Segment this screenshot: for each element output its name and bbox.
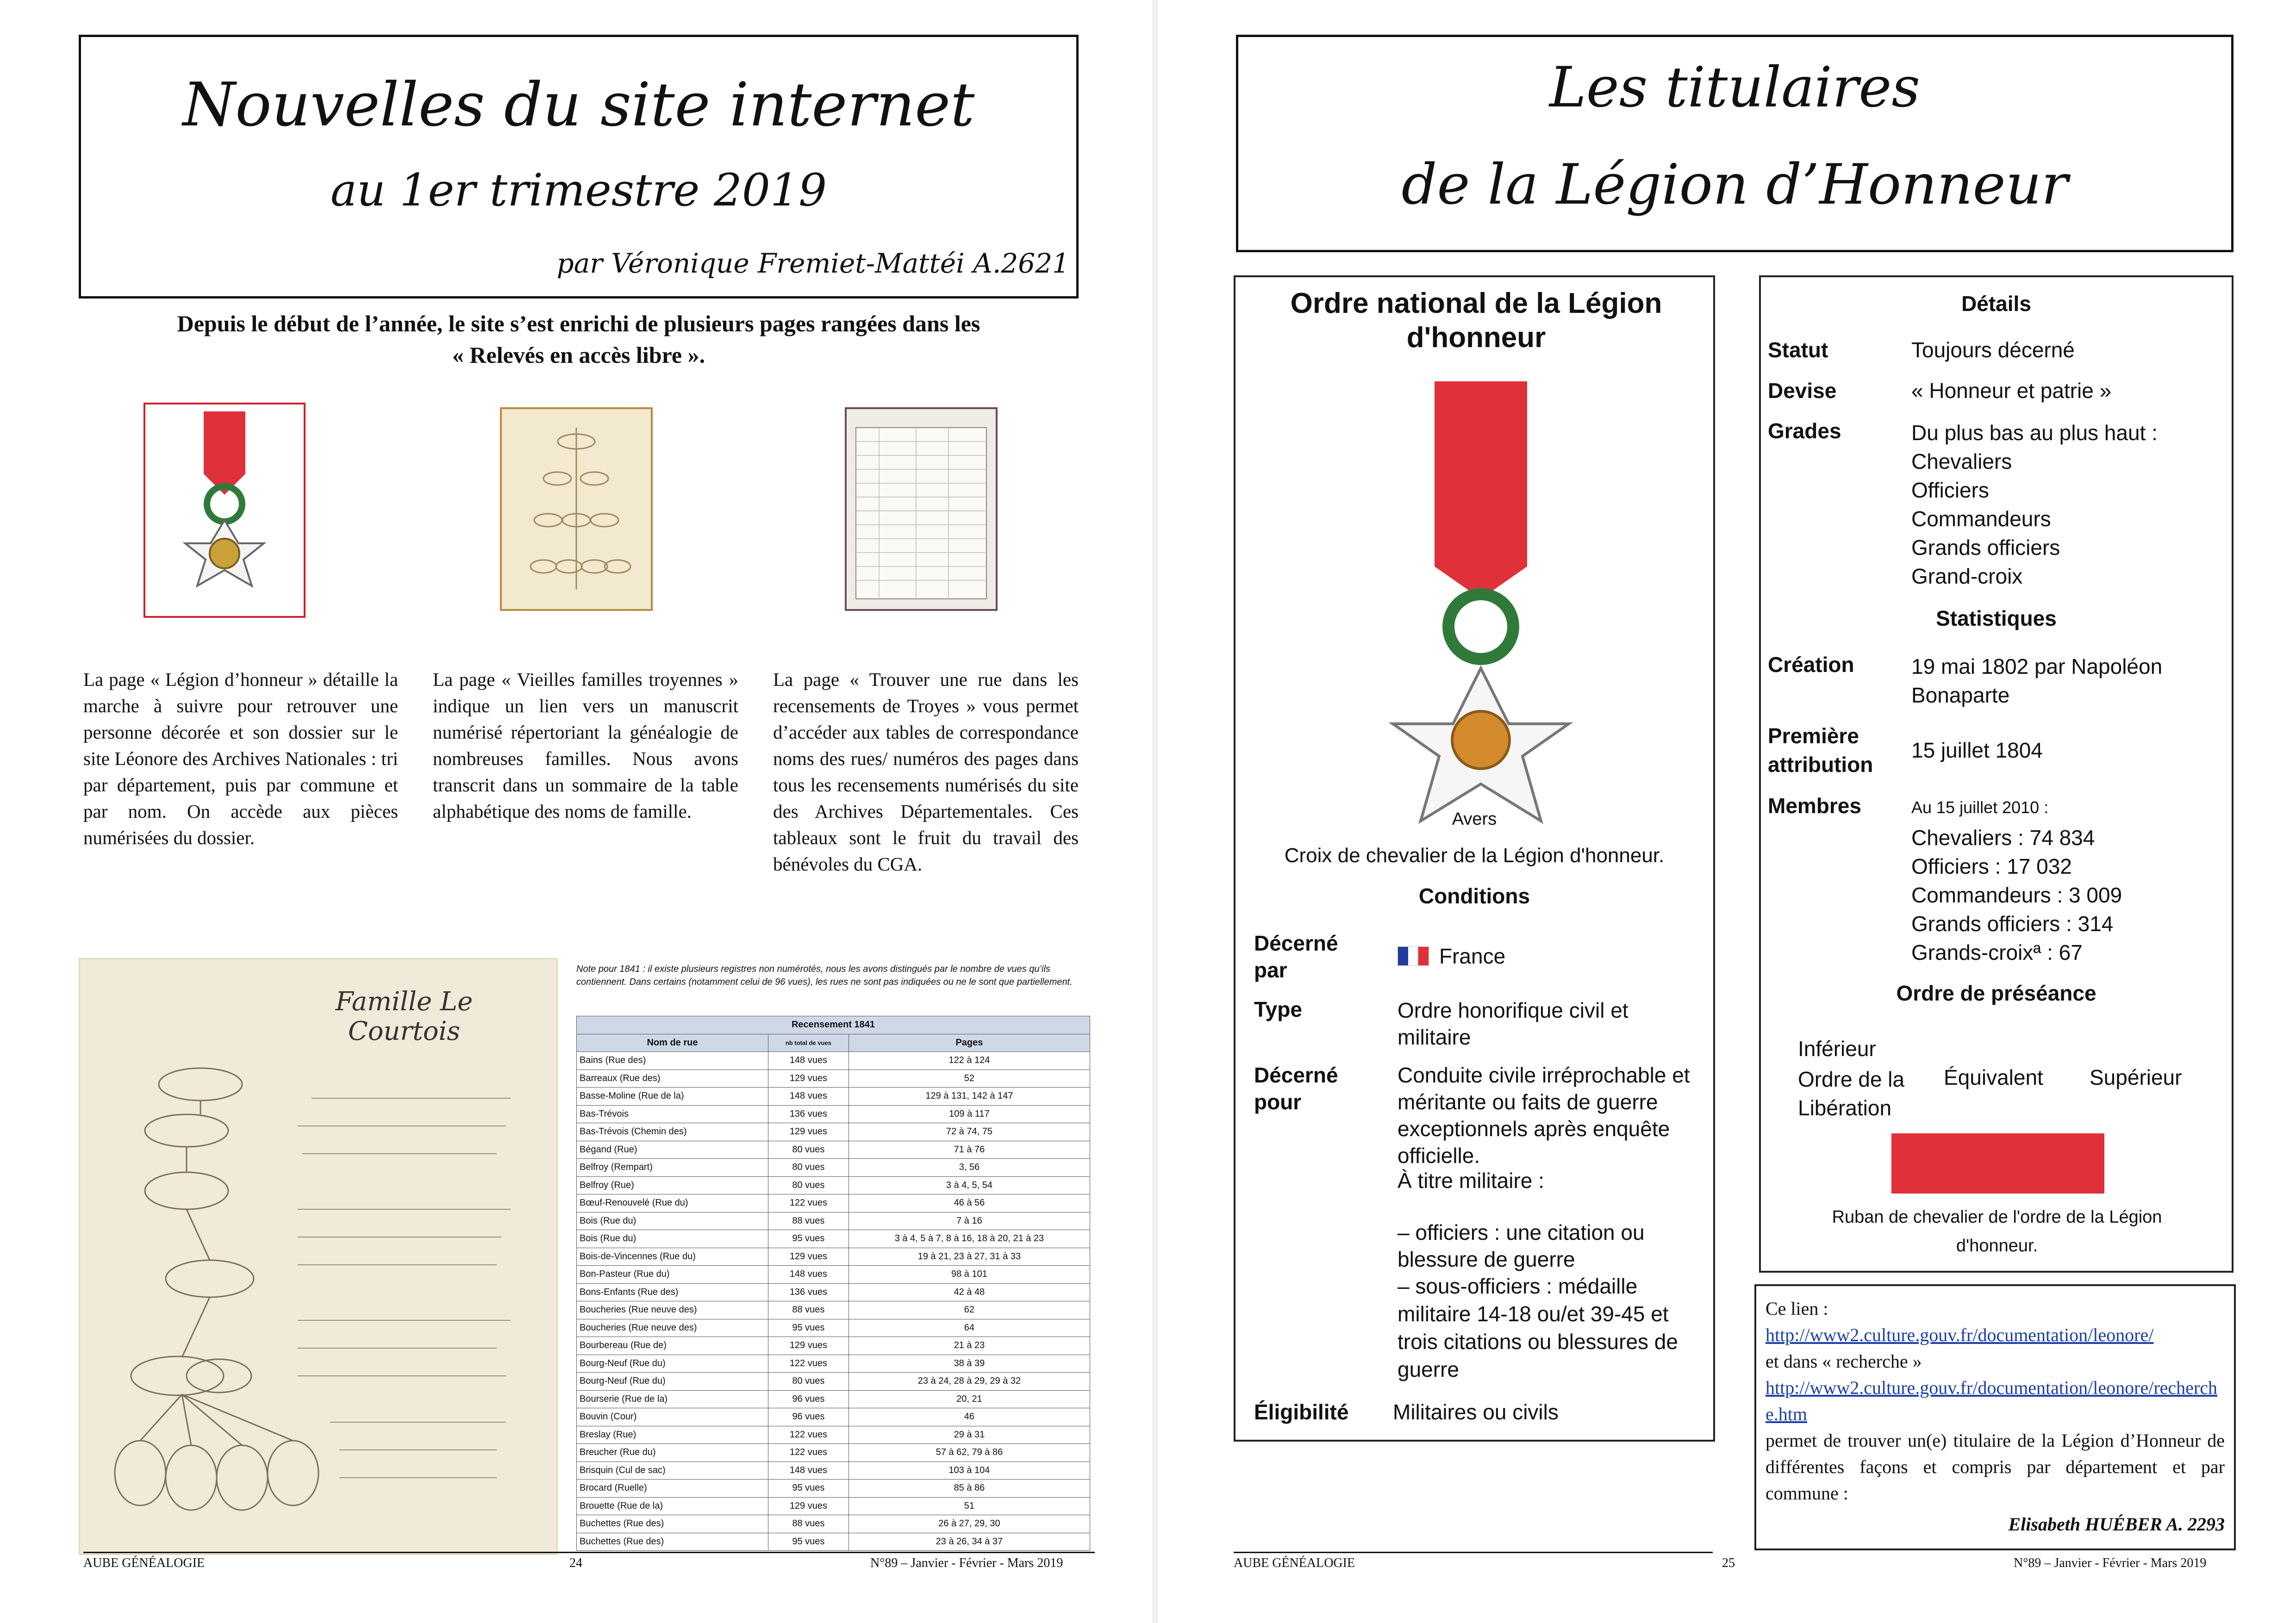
table-cell: 88 vues bbox=[768, 1212, 849, 1230]
table-cell: 98 à 101 bbox=[849, 1266, 1090, 1284]
table-cell: 46 bbox=[849, 1408, 1090, 1426]
census-table-title: Recensement 1841 bbox=[577, 1016, 1090, 1034]
table-cell: Breslay (Rue) bbox=[577, 1426, 768, 1444]
table-cell: Bois (Rue du) bbox=[577, 1230, 768, 1248]
page-gutter bbox=[1153, 0, 1157, 1623]
genealogy-manuscript-photo bbox=[500, 407, 653, 611]
table-cell: 38 à 39 bbox=[849, 1355, 1090, 1373]
table-cell: 23 à 26, 34 à 37 bbox=[849, 1533, 1090, 1551]
table-cell: 51 bbox=[849, 1497, 1090, 1515]
membres-item: Commandeurs : 3 009 bbox=[1911, 883, 2122, 907]
table-row bbox=[577, 1123, 1090, 1141]
table-cell: Barreaux (Rue des) bbox=[577, 1070, 768, 1088]
table-cell: 21 à 23 bbox=[849, 1337, 1090, 1355]
eligibilite-value: Militaires ou civils bbox=[1393, 1400, 1559, 1424]
left-intro bbox=[81, 308, 1076, 371]
census-note: Note pour 1841 : il existe plusieurs registres non numérotés, nous les avons distingués par le nombre de vues qu’ils contiennent. Dans certains (notamment celui de 96 vues), les rues ne sont pas indiquées ou ne le sont que partiellement. bbox=[576, 964, 1073, 987]
table-cell: 95 vues bbox=[768, 1533, 849, 1551]
table-row bbox=[577, 1212, 1090, 1230]
table-cell: 148 vues bbox=[768, 1461, 849, 1480]
table-row bbox=[577, 1159, 1090, 1177]
medal-caption: Croix de chevalier de la Légion d'honneur. bbox=[1284, 844, 1665, 867]
table-cell: Bourg-Neuf (Rue du) bbox=[577, 1355, 768, 1373]
table-cell: Bons-Enfants (Rue des) bbox=[577, 1283, 768, 1301]
table-cell: 122 à 124 bbox=[849, 1052, 1090, 1070]
table-cell: 71 à 76 bbox=[849, 1141, 1090, 1159]
preseance-superieur: Supérieur bbox=[2090, 1065, 2182, 1089]
order-infobox-title: Ordre national de la Légion d'honneur bbox=[1290, 287, 1662, 354]
table-row bbox=[577, 1194, 1090, 1213]
links-signature: Elisabeth HUÉBER A. 2293 bbox=[2008, 1514, 2225, 1535]
table-cell: 103 à 104 bbox=[849, 1461, 1090, 1480]
premiere-attribution-label: Première attribution bbox=[1768, 724, 1873, 777]
table-row bbox=[577, 1337, 1090, 1355]
grades-label: Grades bbox=[1768, 419, 1841, 443]
table-cell: Brouette (Rue de la) bbox=[577, 1497, 768, 1515]
titre-militaire: À titre militaire : bbox=[1398, 1169, 1544, 1193]
table-cell: Breucher (Rue du) bbox=[577, 1444, 768, 1462]
ribbon-caption: Ruban de chevalier de l'ordre de la Légion d'honneur. bbox=[1832, 1207, 2162, 1256]
devise-value: « Honneur et patrie » bbox=[1911, 379, 2112, 403]
left-footer-rule bbox=[83, 1552, 1095, 1553]
table-cell: Bas-Trévois bbox=[577, 1105, 768, 1123]
table-row bbox=[577, 1176, 1090, 1194]
table-cell: 122 vues bbox=[768, 1444, 849, 1462]
table-row bbox=[577, 1052, 1090, 1070]
table-cell: 96 vues bbox=[768, 1390, 849, 1408]
type-label: Type bbox=[1254, 997, 1302, 1021]
links-and: et dans « recherche » bbox=[1766, 1351, 1922, 1372]
grades-item: Chevaliers bbox=[1911, 449, 2012, 473]
table-cell: 95 vues bbox=[768, 1230, 849, 1248]
table-cell: 122 vues bbox=[768, 1355, 849, 1373]
table-cell: 80 vues bbox=[768, 1141, 849, 1159]
table-row bbox=[577, 1480, 1090, 1498]
table-cell: 148 vues bbox=[768, 1088, 849, 1106]
table-cell: Bois-de-Vincennes (Rue du) bbox=[577, 1248, 768, 1266]
right-footer-page: 25 bbox=[1722, 1556, 1735, 1570]
table-cell: Bourserie (Rue de la) bbox=[577, 1390, 768, 1408]
left-intro-line1: Depuis le début de l’année, le site s’est enrichi de plusieurs pages rangées dans les bbox=[177, 311, 980, 336]
census-table-column-header: Pages bbox=[849, 1034, 1090, 1052]
table-cell: 129 vues bbox=[768, 1337, 849, 1355]
census-table-grid bbox=[576, 1016, 1090, 1551]
left-author: par Véronique Fremiet-Mattéi A.2621 bbox=[556, 248, 1069, 279]
creation-label: Création bbox=[1768, 653, 1854, 677]
right-title-box bbox=[1236, 35, 2234, 252]
table-cell: 122 vues bbox=[768, 1194, 849, 1213]
preseance-equivalent: Équivalent bbox=[1944, 1065, 2043, 1089]
table-cell: 80 vues bbox=[768, 1159, 849, 1177]
table-row bbox=[577, 1070, 1090, 1088]
grades-list bbox=[1911, 418, 2158, 591]
grades-item: Officiers bbox=[1911, 478, 1989, 502]
left-footer-journal: AUBE GÉNÉALOGIE bbox=[83, 1556, 205, 1570]
table-cell: Boucheries (Rue neuve des) bbox=[577, 1301, 768, 1319]
statut-label: Statut bbox=[1768, 338, 1828, 362]
table-row bbox=[577, 1373, 1090, 1391]
table-row bbox=[577, 1515, 1090, 1533]
census-table-body bbox=[577, 1052, 1090, 1551]
membres-item: Officiers : 17 032 bbox=[1911, 854, 2072, 878]
table-cell: Bourbereau (Rue de) bbox=[577, 1337, 768, 1355]
table-cell: 52 bbox=[849, 1070, 1090, 1088]
family-manuscript-caption: Famille Le Courtois bbox=[335, 987, 473, 1046]
right-footer-rule bbox=[1234, 1552, 1713, 1553]
table-cell: 129 à 131, 142 à 147 bbox=[849, 1088, 1090, 1106]
table-row bbox=[577, 1390, 1090, 1408]
details-heading: Détails bbox=[1961, 292, 2031, 316]
table-cell: 42 à 48 bbox=[849, 1283, 1090, 1301]
table-cell: 129 vues bbox=[768, 1070, 849, 1088]
membres-item: Grands-croixª : 67 bbox=[1911, 940, 2083, 964]
table-cell: 72 à 74, 75 bbox=[849, 1123, 1090, 1141]
table-cell: Boucheries (Rue neuve des) bbox=[577, 1319, 768, 1337]
census-table-column-header: Nom de rue bbox=[577, 1034, 768, 1052]
left-footer-issue: N°89 – Janvier - Février - Mars 2019 bbox=[870, 1556, 1063, 1570]
table-cell: 136 vues bbox=[768, 1105, 849, 1123]
table-cell: 23 à 24, 28 à 29, 29 à 32 bbox=[849, 1373, 1090, 1391]
table-cell: 148 vues bbox=[768, 1052, 849, 1070]
order-infobox bbox=[1234, 275, 1715, 1442]
left-column-2: La page « Vieilles familles troyennes » indique un lien vers un manuscrit numérisé répertoriant la généalogie de nombreuses familles. Nous avons transcrit dans un sommaire de la table alphabétique des noms de famille. bbox=[433, 669, 738, 822]
table-cell: Bœuf-Renouvelé (Rue du) bbox=[577, 1194, 768, 1213]
right-footer-journal: AUBE GÉNÉALOGIE bbox=[1234, 1556, 1355, 1570]
officiers-condition: – officiers : une citation ou blessure de guerre bbox=[1398, 1220, 1645, 1271]
table-cell: 109 à 117 bbox=[849, 1105, 1090, 1123]
creation-value: 19 mai 1802 par Napoléon Bonaparte bbox=[1911, 654, 2163, 707]
table-cell: 64 bbox=[849, 1319, 1090, 1337]
type-value: Ordre honorifique civil et militaire bbox=[1398, 998, 1628, 1049]
table-cell: 95 vues bbox=[768, 1480, 849, 1498]
decerne-par-value: France bbox=[1439, 944, 1506, 968]
preseance-inferieur-label: Inférieur bbox=[1798, 1037, 1876, 1061]
table-cell: Basse-Moline (Rue de la) bbox=[577, 1088, 768, 1106]
table-cell: 29 à 31 bbox=[849, 1426, 1090, 1444]
leonore-recherche-link[interactable]: http://www2.culture.gouv.fr/documentation/leonore/recherche.htm bbox=[1766, 1377, 2217, 1424]
table-cell: 3 à 4, 5 à 7, 8 à 16, 18 à 20, 21 à 23 bbox=[849, 1230, 1090, 1248]
table-cell: 80 vues bbox=[768, 1373, 849, 1391]
table-cell: Buchettes (Rue des) bbox=[577, 1515, 768, 1533]
leonore-link[interactable]: http://www2.culture.gouv.fr/documentation/leonore/ bbox=[1766, 1325, 2154, 1345]
grades-item: Grand-croix bbox=[1911, 564, 2023, 588]
grades-item: Grands officiers bbox=[1911, 535, 2060, 560]
table-cell: 80 vues bbox=[768, 1176, 849, 1194]
membres-date: Au 15 juillet 2010 : bbox=[1911, 798, 2049, 817]
table-row bbox=[577, 1408, 1090, 1426]
table-row bbox=[577, 1266, 1090, 1284]
table-row bbox=[577, 1461, 1090, 1480]
statut-value: Toujours décerné bbox=[1911, 338, 2075, 362]
table-cell: 3, 56 bbox=[849, 1159, 1090, 1177]
census-table-header bbox=[577, 1034, 1090, 1052]
table-cell: 19 à 21, 23 à 27, 31 à 33 bbox=[849, 1248, 1090, 1266]
table-row bbox=[577, 1319, 1090, 1337]
left-footer-page: 24 bbox=[569, 1556, 582, 1570]
table-cell: 85 à 86 bbox=[849, 1480, 1090, 1498]
table-row bbox=[577, 1088, 1090, 1106]
table-cell: Bas-Trévois (Chemin des) bbox=[577, 1123, 768, 1141]
table-cell: Belfroy (Rue) bbox=[577, 1176, 768, 1194]
medal-avers-label: Avers bbox=[1452, 809, 1497, 829]
right-title-line1: Les titulaires bbox=[1549, 56, 1920, 120]
table-cell: 96 vues bbox=[768, 1408, 849, 1426]
table-cell: Bouvin (Cour) bbox=[577, 1408, 768, 1426]
statistiques-heading: Statistiques bbox=[1936, 606, 2057, 630]
census-register-icon bbox=[847, 409, 996, 609]
table-cell: 20, 21 bbox=[849, 1390, 1090, 1408]
table-row bbox=[577, 1497, 1090, 1515]
census-register-photo bbox=[845, 407, 998, 611]
links-box bbox=[1754, 1284, 2236, 1550]
table-cell: 88 vues bbox=[768, 1515, 849, 1533]
table-row bbox=[577, 1283, 1090, 1301]
membres-item: Grands officiers : 314 bbox=[1911, 912, 2114, 936]
left-column-1: La page « Légion d’honneur » détaille la marche à suivre pour retrouver une personne décorée et son dossier sur le site Léonore des Archives Nationales : tri par département, puis par commune et par nom. On accède aux pièces numérisées du dossier. bbox=[83, 669, 398, 848]
legion-medal-icon bbox=[145, 404, 304, 616]
table-row bbox=[577, 1105, 1090, 1123]
right-footer-issue: N°89 – Janvier - Février - Mars 2019 bbox=[2014, 1556, 2207, 1570]
table-cell: 7 à 16 bbox=[849, 1212, 1090, 1230]
family-tree-sketch bbox=[80, 959, 556, 1554]
decerne-par-value-wrap bbox=[1398, 944, 1505, 969]
table-row bbox=[577, 1355, 1090, 1373]
table-cell: 57 à 62, 79 à 86 bbox=[849, 1444, 1090, 1462]
membres-list bbox=[1911, 823, 2122, 967]
decerne-pour-value: Conduite civile irréprochable et méritante ou faits de guerre exceptionnels après enquête officielle. bbox=[1398, 1063, 1690, 1168]
left-title-box bbox=[79, 35, 1079, 298]
membres-label: Membres bbox=[1768, 794, 1861, 818]
membres-item: Chevaliers : 74 834 bbox=[1911, 826, 2095, 850]
table-row bbox=[577, 1444, 1090, 1462]
table-row bbox=[577, 1533, 1090, 1551]
table-cell: 3 à 4, 5, 54 bbox=[849, 1176, 1090, 1194]
table-cell: Belfroy (Rempart) bbox=[577, 1159, 768, 1177]
table-row bbox=[577, 1426, 1090, 1444]
table-row bbox=[577, 1248, 1090, 1266]
ribbon-swatch bbox=[1891, 1133, 2104, 1194]
table-cell: 129 vues bbox=[768, 1248, 849, 1266]
table-cell: Buchettes (Rue des) bbox=[577, 1533, 768, 1551]
left-column-3: La page « Trouver une rue dans les recensements de Troyes » vous permet d’accéder aux tables de correspondance noms des rues/ numéros des pages dans tous les recensements numérisés du site des Archives Départementales. Ces tableaux sont le fruit du travail des bénévoles du CGA. bbox=[773, 669, 1079, 875]
table-row bbox=[577, 1301, 1090, 1319]
table-cell: Bourg-Neuf (Rue du) bbox=[577, 1373, 768, 1391]
preseance-inferieur-value: Ordre de la Libération bbox=[1798, 1067, 1905, 1120]
eligibilite-label: Éligibilité bbox=[1254, 1400, 1349, 1424]
table-cell: 62 bbox=[849, 1301, 1090, 1319]
table-cell: Bois (Rue du) bbox=[577, 1212, 768, 1230]
table-cell: 46 à 56 bbox=[849, 1194, 1090, 1213]
table-cell: Bains (Rue des) bbox=[577, 1052, 768, 1070]
grades-item: Commandeurs bbox=[1911, 507, 2051, 531]
grades-item: Du plus bas au plus haut : bbox=[1911, 421, 2158, 445]
table-row bbox=[577, 1141, 1090, 1159]
table-cell: Bon-Pasteur (Rue du) bbox=[577, 1266, 768, 1284]
premiere-attribution-value: 15 juillet 1804 bbox=[1911, 738, 2043, 762]
table-cell: 88 vues bbox=[768, 1301, 849, 1319]
france-flag-icon bbox=[1398, 946, 1429, 966]
family-tree-icon bbox=[502, 409, 651, 609]
links-intro: Ce lien : bbox=[1766, 1298, 1828, 1319]
decerne-par-label: Décerné par bbox=[1254, 931, 1338, 982]
left-title-line1: Nouvelles du site internet bbox=[182, 69, 975, 140]
table-cell: 148 vues bbox=[768, 1266, 849, 1284]
table-cell: 129 vues bbox=[768, 1123, 849, 1141]
right-title-line2: de la Légion d’Honneur bbox=[1401, 153, 2068, 217]
left-title-line2: au 1er trimestre 2019 bbox=[330, 164, 827, 216]
sous-officiers-condition: – sous-officiers : médaille militaire 14-18 ou/et 39-45 et trois citations ou blessures de guerre bbox=[1398, 1274, 1678, 1381]
table-cell: Bégand (Rue) bbox=[577, 1141, 768, 1159]
table-cell: 129 vues bbox=[768, 1497, 849, 1515]
preseance-heading: Ordre de préséance bbox=[1896, 981, 2096, 1005]
legion-medal-photo bbox=[144, 403, 306, 618]
details-box bbox=[1759, 275, 2234, 1273]
family-manuscript-image bbox=[79, 958, 558, 1555]
table-cell: 95 vues bbox=[768, 1319, 849, 1337]
table-cell: Brisquin (Cul de sac) bbox=[577, 1461, 768, 1480]
left-intro-line2: « Relevés en accès libre ». bbox=[452, 342, 705, 368]
links-description: permet de trouver un(e) titulaire de la Légion d’Honneur de différentes façons et compris par département et par commune : bbox=[1766, 1430, 2225, 1504]
census-table-column-header: nb total de vues bbox=[768, 1034, 849, 1052]
table-row bbox=[577, 1230, 1090, 1248]
table-cell: 26 à 27, 29, 30 bbox=[849, 1515, 1090, 1533]
decerne-pour-label: Décerné pour bbox=[1254, 1063, 1338, 1114]
conditions-heading: Conditions bbox=[1418, 884, 1530, 908]
table-cell: Brocard (Ruelle) bbox=[577, 1480, 768, 1498]
table-cell: 122 vues bbox=[768, 1426, 849, 1444]
legion-cross-medal-icon bbox=[1384, 381, 1578, 849]
census-table bbox=[576, 1016, 1090, 1551]
table-cell: 136 vues bbox=[768, 1283, 849, 1301]
devise-label: Devise bbox=[1768, 379, 1837, 403]
